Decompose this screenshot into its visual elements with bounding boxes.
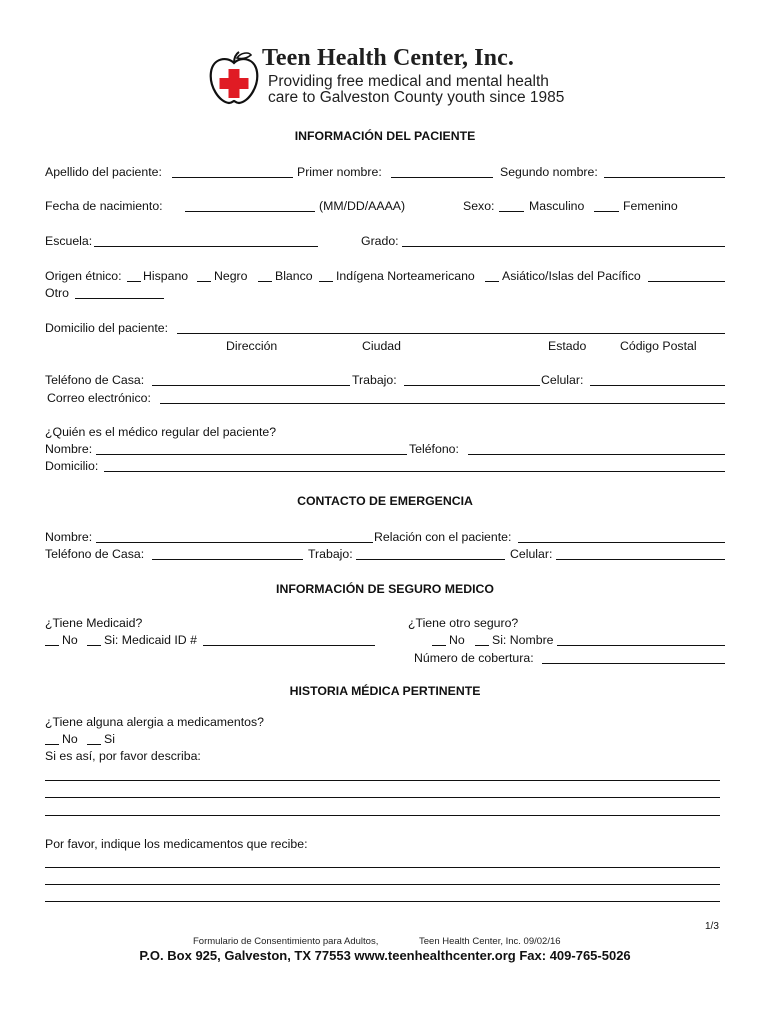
doctor-question: ¿Quién es el médico regular del paciente? [45, 425, 277, 439]
address-field[interactable] [177, 333, 725, 334]
doctor-phone-field[interactable] [468, 454, 725, 455]
footer-org-date: Teen Health Center, Inc. 09/02/16 [419, 936, 561, 947]
ethnicity-label: Origen étnico: [45, 269, 122, 283]
cell-phone-field[interactable] [590, 385, 725, 386]
doctor-address-label: Domicilio: [45, 459, 99, 473]
patient-info-title: INFORMACIÓN DEL PACIENTE [294, 129, 476, 143]
eth-other-label: Otro [45, 286, 69, 300]
medicaid-yes-label: Si: Medicaid ID # [104, 633, 197, 647]
doctor-name-field[interactable] [96, 454, 407, 455]
addr-city-caption: Ciudad [362, 339, 401, 353]
tagline-line1: Providing free medical and mental health [268, 73, 549, 90]
medications-label: Por favor, indique los medicamentos que recibe: [45, 837, 308, 851]
other-insurance-name-field[interactable] [557, 645, 725, 646]
eth-asian-blank[interactable] [485, 281, 499, 282]
address-label: Domicilio del paciente: [45, 321, 169, 335]
other-insurance-yes-label: Si: Nombre [492, 633, 554, 647]
email-label: Correo electrónico: [47, 391, 151, 405]
eth-black-blank[interactable] [197, 281, 211, 282]
addr-zip-caption: Código Postal [620, 339, 697, 353]
allergy-question: ¿Tiene alguna alergia a medicamentos? [45, 715, 264, 729]
emergency-relation-field[interactable] [518, 542, 725, 543]
home-phone-label: Teléfono de Casa: [45, 373, 145, 387]
emergency-name-label: Nombre: [45, 530, 93, 544]
work-phone-field[interactable] [404, 385, 540, 386]
doctor-name-label: Nombre: [45, 442, 93, 456]
eth-native-label: Indígena Norteamericano [336, 269, 475, 283]
footer-form-name: Formulario de Consentimiento para Adultos, [193, 936, 379, 947]
medicaid-question: ¿Tiene Medicaid? [45, 616, 143, 630]
addr-state-caption: Estado [548, 339, 587, 353]
email-field[interactable] [160, 403, 725, 404]
emergency-cell-label: Celular: [510, 547, 553, 561]
medicaid-no-label: No [62, 633, 78, 647]
eth-white-label: Blanco [275, 269, 313, 283]
sex-label: Sexo: [463, 199, 495, 213]
other-insurance-no-label: No [449, 633, 465, 647]
emergency-home-phone-label: Teléfono de Casa: [45, 547, 145, 561]
sex-male-label: Masculino [529, 199, 585, 213]
allergy-yes-label: Si [104, 732, 115, 746]
eth-asian-field[interactable] [648, 281, 725, 282]
insurance-title: INFORMACIÓN DE SEGURO MEDICO [276, 582, 494, 596]
other-insurance-yes-blank[interactable] [475, 645, 489, 646]
first-name-field[interactable] [391, 177, 493, 178]
history-title: HISTORIA MÉDICA PERTINENTE [289, 684, 481, 698]
coverage-label: Número de cobertura: [414, 651, 534, 665]
grade-label: Grado: [361, 234, 399, 248]
allergy-description-line-1[interactable] [45, 780, 720, 781]
eth-asian-label: Asiático/Islas del Pacífico [502, 269, 641, 283]
allergy-no-label: No [62, 732, 78, 746]
first-name-label: Primer nombre: [297, 165, 382, 179]
tagline-line2: care to Galveston County youth since 1985 [268, 89, 565, 106]
middle-name-label: Segundo nombre: [500, 165, 598, 179]
cell-phone-label: Celular: [541, 373, 584, 387]
emergency-relation-label: Relación con el paciente: [374, 530, 512, 544]
medications-line-3[interactable] [45, 901, 720, 902]
emergency-home-phone-field[interactable] [152, 559, 303, 560]
doctor-address-field[interactable] [104, 471, 725, 472]
work-phone-label: Trabajo: [352, 373, 397, 387]
page-number: 1/3 [705, 921, 719, 932]
emergency-work-label: Trabajo: [308, 547, 353, 561]
last-name-label: Apellido del paciente: [45, 165, 162, 179]
home-phone-field[interactable] [152, 385, 350, 386]
allergy-description-line-3[interactable] [45, 815, 720, 816]
sex-female-blank[interactable] [594, 211, 619, 212]
org-name: Teen Health Center, Inc. [262, 45, 514, 71]
emergency-work-field[interactable] [356, 559, 505, 560]
eth-white-blank[interactable] [258, 281, 272, 282]
medicaid-no-blank[interactable] [45, 645, 59, 646]
emergency-cell-field[interactable] [556, 559, 725, 560]
dob-field[interactable] [185, 211, 315, 212]
last-name-field[interactable] [172, 177, 293, 178]
eth-hispanic-label: Hispano [143, 269, 189, 283]
medicaid-yes-blank[interactable] [87, 645, 101, 646]
medicaid-id-field[interactable] [203, 645, 375, 646]
allergy-yes-blank[interactable] [87, 744, 101, 745]
allergy-describe-label: Si es así, por favor describa: [45, 749, 201, 763]
middle-name-field[interactable] [604, 177, 725, 178]
doctor-phone-label: Teléfono: [409, 442, 459, 456]
emergency-title: CONTACTO DE EMERGENCIA [297, 494, 473, 508]
addr-street-caption: Dirección [226, 339, 278, 353]
allergy-no-blank[interactable] [45, 744, 59, 745]
dob-format-hint: (MM/DD/AAAA) [319, 199, 406, 213]
eth-native-blank[interactable] [319, 281, 333, 282]
coverage-field[interactable] [542, 663, 725, 664]
allergy-description-line-2[interactable] [45, 797, 720, 798]
medications-line-2[interactable] [45, 884, 720, 885]
school-field[interactable] [94, 246, 318, 247]
eth-black-label: Negro [214, 269, 248, 283]
sex-female-label: Femenino [623, 199, 678, 213]
emergency-name-field[interactable] [96, 542, 373, 543]
eth-other-field[interactable] [75, 298, 164, 299]
other-insurance-question: ¿Tiene otro seguro? [408, 616, 519, 630]
sex-male-blank[interactable] [499, 211, 524, 212]
other-insurance-no-blank[interactable] [432, 645, 446, 646]
school-label: Escuela: [45, 234, 93, 248]
eth-hispanic-blank[interactable] [127, 281, 141, 282]
grade-field[interactable] [402, 246, 725, 247]
medications-line-1[interactable] [45, 867, 720, 868]
footer-contact: P.O. Box 925, Galveston, TX 77553 www.teenhealthcenter.org Fax: 409-765-5026 [139, 948, 631, 963]
dob-label: Fecha de nacimiento: [45, 199, 163, 213]
apple-cross-logo-icon [207, 50, 261, 106]
